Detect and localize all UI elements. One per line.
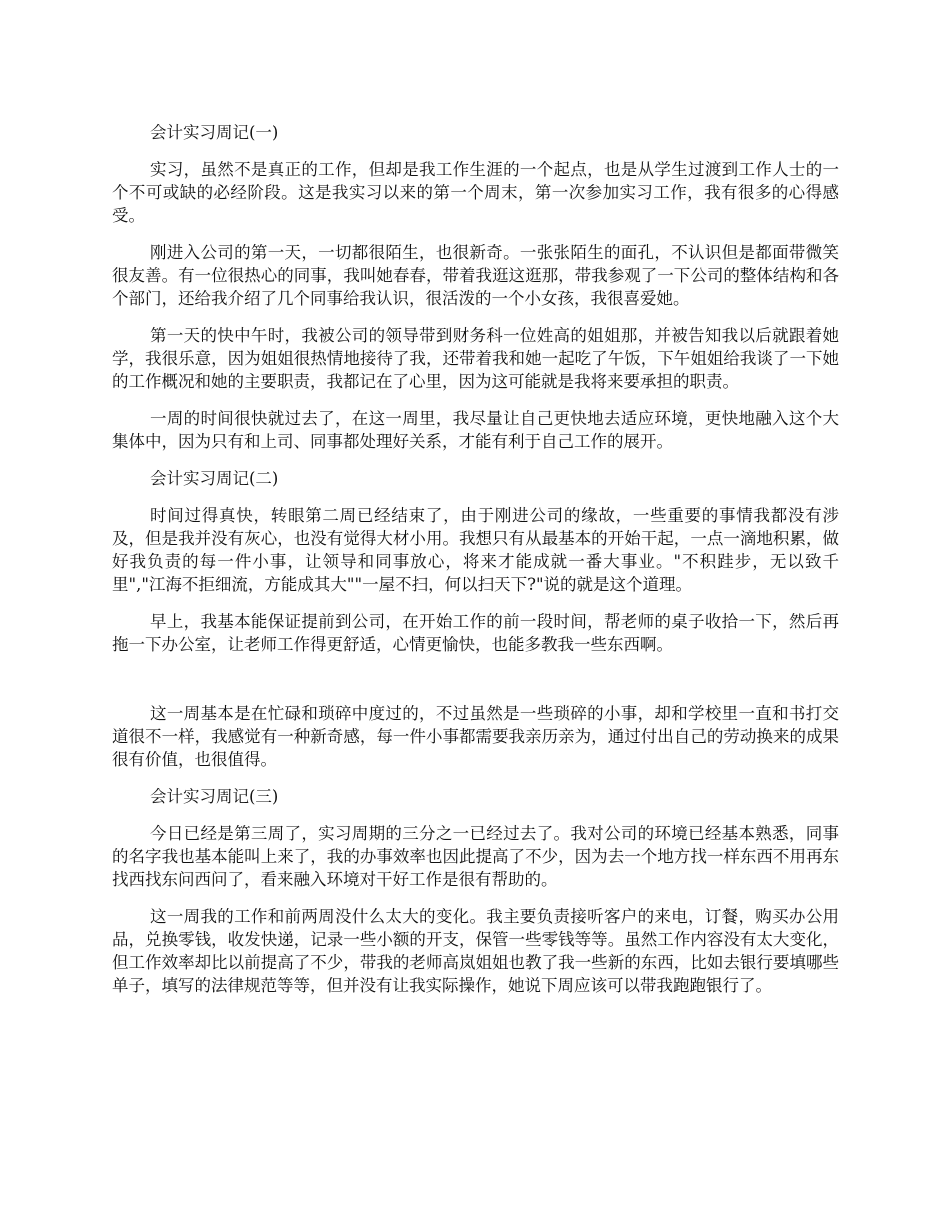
week2-paragraph-2: 早上，我基本能保证提前到公司，在开始工作的前一段时间，帮老师的桌子收拾一下，然后再拖一下办公室，让老师工作得更舒适，心情更愉快，也能多教我一些东西啊。 xyxy=(112,612,839,654)
week2-paragraph-3: 这一周基本是在忙碌和琐碎中度过的，不过虽然是一些琐碎的小事，却和学校里一直和书打交道很不一样，我感觉有一种新奇感，每一件小事都需要我亲历亲为，通过付出自己的劳动换来的成果很有价值，也很值得。 xyxy=(112,704,839,769)
blank-gap xyxy=(112,670,839,702)
week3-heading: 会计实习周记(三) xyxy=(150,787,279,806)
week1-heading: 会计实习周记(一) xyxy=(150,123,279,142)
week2-heading: 会计实习周记(二) xyxy=(150,469,279,488)
week3-paragraph-1: 今日已经是第三周了，实习周期的三分之一已经过去了。我对公司的环境已经基本熟悉，同事的名字我也基本能叫上来了，我的办事效率也因此提高了不少，因为去一个地方找一样东西不用再东找西找东问西问了，看来融入环境对干好工作是很有帮助的。 xyxy=(112,824,839,889)
week2-paragraph-1: 时间过得真快，转眼第二周已经结束了，由于刚进公司的缘故，一些重要的事情我都没有涉及，但是我并没有灰心，也没有觉得大材小用。我想只有从最基本的开始干起，一点一滴地积累，做好我负责的每一件小事，让领导和同事放心，将来才能成就一番大事业。"不积跬步，无以致千里","江海不拒细流，方能成其大""一屋不扫，何以扫天下?"说的就是这个道理。 xyxy=(112,506,839,594)
week1-paragraph-4: 一周的时间很快就过去了，在这一周里，我尽量让自己更快地去适应环境，更快地融入这个大集体中，因为只有和上司、同事都处理好关系，才能有利于自己工作的展开。 xyxy=(112,409,839,451)
week1-paragraph-1: 实习，虽然不是真正的工作，但却是我工作生涯的一个起点，也是从学生过渡到工作人士的一个不可或缺的必经阶段。这是我实习以来的第一个周末，第一次参加实习工作，我有很多的心得感受。 xyxy=(112,160,839,225)
document-body xyxy=(112,121,839,1011)
week3-paragraph-2: 这一周我的工作和前两周没什么太大的变化。我主要负责接听客户的来电，订餐，购买办公用品，兑换零钱，收发快递，记录一些小额的开支，保管一些零钱等等。虽然工作内容没有太大变化，但工作效率却比以前提高了不少，带我的老师高岚姐姐也教了我一些新的东西，比如去银行要填哪些单子，填写的法律规范等等，但并没有让我实际操作，她说下周应该可以带我跑跑银行了。 xyxy=(112,907,839,995)
week1-paragraph-3: 第一天的快中午时，我被公司的领导带到财务科一位姓高的姐姐那，并被告知我以后就跟着她学，我很乐意，因为姐姐很热情地接待了我，还带着我和她一起吃了午饭，下午姐姐给我谈了一下她的工作概况和她的主要职责，我都记在了心里，因为这可能就是我将来要承担的职责。 xyxy=(112,326,839,391)
week1-paragraph-2: 刚进入公司的第一天，一切都很陌生，也很新奇。一张张陌生的面孔，不认识但是都面带微笑很友善。有一位很热心的同事，我叫她春春，带着我逛这逛那，带我参观了一下公司的整体结构和各个部门，还给我介绍了几个同事给我认识，很活泼的一个小女孩，我很喜爱她。 xyxy=(112,243,839,308)
